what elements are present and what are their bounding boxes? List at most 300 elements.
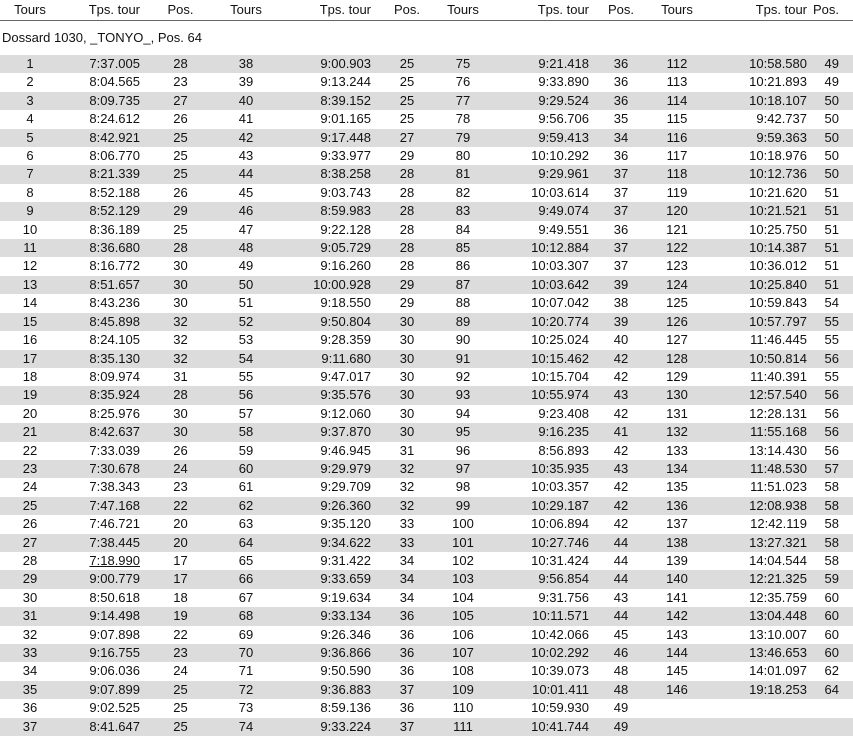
position-cell: 17	[144, 552, 217, 570]
position-cell: 28	[144, 239, 217, 257]
lap-number-cell: 56	[217, 386, 275, 404]
position-cell: 33	[375, 515, 439, 533]
table-row	[0, 589, 853, 607]
position-cell: 44	[593, 570, 649, 588]
table-row	[0, 313, 853, 331]
lap-number-cell: 97	[439, 460, 487, 478]
position-cell: 31	[375, 442, 439, 460]
position-cell: 58	[811, 497, 853, 515]
header-lap-number: Tours	[439, 0, 487, 21]
lap-time-cell: 8:43.236	[60, 294, 144, 312]
header-position: Pos.	[593, 0, 649, 21]
position-cell: 29	[375, 147, 439, 165]
lap-time-cell: 8:42.921	[60, 129, 144, 147]
lap-time-cell: 9:42.737	[705, 110, 811, 128]
lap-time-cell: 8:59.136	[275, 699, 375, 717]
lap-number-cell: 101	[439, 534, 487, 552]
table-row	[0, 478, 853, 496]
table-row	[0, 129, 853, 147]
header-lap-time: Tps. tour	[60, 0, 144, 21]
position-cell: 30	[375, 350, 439, 368]
lap-number-cell: 136	[649, 497, 705, 515]
position-cell: 34	[375, 589, 439, 607]
lap-number-cell: 46	[217, 202, 275, 220]
lap-time-cell: 9:29.961	[487, 165, 593, 183]
lap-time-cell	[705, 718, 811, 736]
table-row	[0, 110, 853, 128]
lap-time-cell: 10:02.292	[487, 644, 593, 662]
lap-number-cell: 30	[0, 589, 60, 607]
table-row	[0, 368, 853, 386]
position-cell: 43	[593, 460, 649, 478]
lap-number-cell: 26	[0, 515, 60, 533]
lap-number-cell: 51	[217, 294, 275, 312]
lap-number-cell: 137	[649, 515, 705, 533]
lap-time-cell: 9:16.755	[60, 644, 144, 662]
position-cell: 56	[811, 405, 853, 423]
table-row	[0, 92, 853, 110]
lap-time-cell: 9:46.945	[275, 442, 375, 460]
position-cell: 39	[593, 313, 649, 331]
position-cell: 24	[144, 662, 217, 680]
position-cell: 27	[144, 92, 217, 110]
lap-number-cell: 130	[649, 386, 705, 404]
lap-time-cell: 10:01.411	[487, 681, 593, 699]
position-cell: 23	[144, 73, 217, 91]
lap-number-cell: 118	[649, 165, 705, 183]
position-cell: 28	[375, 165, 439, 183]
lap-time-cell: 9:07.899	[60, 681, 144, 699]
position-cell: 28	[375, 257, 439, 275]
table-row	[0, 552, 853, 570]
lap-number-cell: 19	[0, 386, 60, 404]
lap-number-cell: 135	[649, 478, 705, 496]
position-cell: 31	[144, 368, 217, 386]
lap-time-cell: 10:21.893	[705, 73, 811, 91]
lap-time-cell: 8:09.974	[60, 368, 144, 386]
lap-time-cell: 9:03.743	[275, 184, 375, 202]
lap-number-cell: 52	[217, 313, 275, 331]
lap-time-cell: 9:26.346	[275, 626, 375, 644]
lap-time-cell: 10:31.424	[487, 552, 593, 570]
lap-time-cell: 10:36.012	[705, 257, 811, 275]
position-cell: 37	[375, 681, 439, 699]
lap-number-cell: 40	[217, 92, 275, 110]
position-cell: 25	[144, 681, 217, 699]
lap-number-cell: 75	[439, 55, 487, 73]
position-cell: 58	[811, 515, 853, 533]
lap-number-cell: 8	[0, 184, 60, 202]
lap-number-cell: 16	[0, 331, 60, 349]
table-row	[0, 607, 853, 625]
position-cell: 64	[811, 681, 853, 699]
lap-time-cell: 10:39.073	[487, 662, 593, 680]
table-row	[0, 294, 853, 312]
position-cell: 28	[375, 239, 439, 257]
position-cell: 51	[811, 202, 853, 220]
position-cell: 58	[811, 478, 853, 496]
lap-number-cell: 47	[217, 221, 275, 239]
lap-number-cell: 125	[649, 294, 705, 312]
lap-number-cell: 28	[0, 552, 60, 570]
lap-number-cell: 89	[439, 313, 487, 331]
lap-number-cell: 17	[0, 350, 60, 368]
lap-time-cell: 10:15.704	[487, 368, 593, 386]
lap-time-cell: 8:35.130	[60, 350, 144, 368]
lap-number-cell: 121	[649, 221, 705, 239]
lap-time-cell: 11:46.445	[705, 331, 811, 349]
lap-time-cell: 9:56.854	[487, 570, 593, 588]
lap-time-cell: 10:29.187	[487, 497, 593, 515]
position-cell: 58	[811, 552, 853, 570]
lap-time-cell: 9:59.413	[487, 129, 593, 147]
lap-number-cell: 131	[649, 405, 705, 423]
position-cell: 37	[593, 165, 649, 183]
position-cell: 30	[375, 386, 439, 404]
lap-number-cell: 88	[439, 294, 487, 312]
lap-time-cell: 8:39.152	[275, 92, 375, 110]
lap-time-cell: 13:10.007	[705, 626, 811, 644]
lap-number-cell: 77	[439, 92, 487, 110]
lap-number-cell: 108	[439, 662, 487, 680]
position-cell: 60	[811, 644, 853, 662]
lap-time-cell: 8:36.189	[60, 221, 144, 239]
lap-number-cell: 114	[649, 92, 705, 110]
lap-number-cell: 14	[0, 294, 60, 312]
lap-time-cell: 8:52.188	[60, 184, 144, 202]
position-cell: 54	[811, 294, 853, 312]
lap-time-cell: 9:12.060	[275, 405, 375, 423]
lap-time-cell: 9:50.804	[275, 313, 375, 331]
lap-time-cell: 10:25.024	[487, 331, 593, 349]
lap-number-cell: 70	[217, 644, 275, 662]
position-cell: 30	[375, 368, 439, 386]
lap-number-cell: 104	[439, 589, 487, 607]
position-cell: 51	[811, 239, 853, 257]
lap-number-cell: 63	[217, 515, 275, 533]
position-cell: 17	[144, 570, 217, 588]
lap-number-cell: 5	[0, 129, 60, 147]
lap-time-cell: 10:03.642	[487, 276, 593, 294]
table-row	[0, 350, 853, 368]
lap-time-cell: 7:30.678	[60, 460, 144, 478]
table-row	[0, 257, 853, 275]
position-cell: 28	[375, 202, 439, 220]
lap-number-cell: 7	[0, 165, 60, 183]
lap-number-cell: 123	[649, 257, 705, 275]
lap-number-cell: 2	[0, 73, 60, 91]
position-cell: 42	[593, 478, 649, 496]
runner-caption: Dossard 1030, _TONYO_, Pos. 64	[0, 21, 853, 56]
position-cell: 32	[375, 478, 439, 496]
lap-time-cell: 10:00.928	[275, 276, 375, 294]
lap-number-cell: 50	[217, 276, 275, 294]
position-cell: 50	[811, 147, 853, 165]
lap-time-cell: 14:04.544	[705, 552, 811, 570]
lap-time-cell: 10:55.974	[487, 386, 593, 404]
lap-time-cell: 9:36.866	[275, 644, 375, 662]
position-cell: 29	[375, 294, 439, 312]
lap-number-cell: 41	[217, 110, 275, 128]
lap-number-cell: 141	[649, 589, 705, 607]
position-cell: 18	[144, 589, 217, 607]
lap-number-cell: 127	[649, 331, 705, 349]
position-cell: 36	[375, 607, 439, 625]
lap-number-cell: 87	[439, 276, 487, 294]
lap-time-cell: 9:01.165	[275, 110, 375, 128]
lap-time-cell: 12:57.540	[705, 386, 811, 404]
lap-time-cell: 9:29.979	[275, 460, 375, 478]
lap-number-cell: 35	[0, 681, 60, 699]
lap-number-cell: 84	[439, 221, 487, 239]
position-cell: 36	[375, 644, 439, 662]
lap-number-cell: 6	[0, 147, 60, 165]
position-cell: 51	[811, 184, 853, 202]
position-cell: 25	[144, 129, 217, 147]
position-cell: 30	[375, 313, 439, 331]
table-row	[0, 718, 853, 736]
lap-time-cell: 10:12.884	[487, 239, 593, 257]
lap-number-cell: 128	[649, 350, 705, 368]
lap-time-cell: 9:14.498	[60, 607, 144, 625]
lap-time-cell: 8:36.680	[60, 239, 144, 257]
position-cell: 38	[593, 294, 649, 312]
lap-time-cell: 8:59.983	[275, 202, 375, 220]
lap-time-cell: 9:56.706	[487, 110, 593, 128]
position-cell: 25	[375, 73, 439, 91]
lap-time-cell: 8:38.258	[275, 165, 375, 183]
lap-number-cell: 18	[0, 368, 60, 386]
lap-time-cell: 9:47.017	[275, 368, 375, 386]
table-row	[0, 442, 853, 460]
lap-time-cell: 9:06.036	[60, 662, 144, 680]
lap-number-cell: 144	[649, 644, 705, 662]
lap-number-cell: 116	[649, 129, 705, 147]
table-row	[0, 239, 853, 257]
position-cell: 50	[811, 165, 853, 183]
lap-number-cell: 23	[0, 460, 60, 478]
lap-time-cell: 8:52.129	[60, 202, 144, 220]
lap-number-cell: 34	[0, 662, 60, 680]
position-cell: 42	[593, 368, 649, 386]
position-cell: 50	[811, 110, 853, 128]
lap-number-cell: 78	[439, 110, 487, 128]
position-cell: 43	[593, 386, 649, 404]
lap-number-cell: 124	[649, 276, 705, 294]
position-cell: 49	[593, 699, 649, 717]
lap-time-cell: 10:18.976	[705, 147, 811, 165]
lap-number-cell: 111	[439, 718, 487, 736]
lap-number-cell: 93	[439, 386, 487, 404]
position-cell: 25	[375, 55, 439, 73]
position-cell: 26	[144, 110, 217, 128]
lap-time-cell: 8:45.898	[60, 313, 144, 331]
lap-number-cell: 79	[439, 129, 487, 147]
lap-time-cell: 9:26.360	[275, 497, 375, 515]
position-cell: 32	[144, 331, 217, 349]
lap-time-cell: 9:18.550	[275, 294, 375, 312]
table-row	[0, 55, 853, 73]
lap-number-cell: 120	[649, 202, 705, 220]
lap-number-cell: 57	[217, 405, 275, 423]
lap-time-cell: 8:21.339	[60, 165, 144, 183]
lap-time-cell: 9:07.898	[60, 626, 144, 644]
position-cell: 25	[144, 221, 217, 239]
lap-number-cell: 98	[439, 478, 487, 496]
position-cell: 32	[144, 350, 217, 368]
lap-time-cell	[705, 699, 811, 717]
lap-number-cell: 126	[649, 313, 705, 331]
lap-time-cell: 13:46.653	[705, 644, 811, 662]
lap-time-cell: 8:35.924	[60, 386, 144, 404]
lap-time-cell: 7:38.343	[60, 478, 144, 496]
lap-time-cell: 9:35.576	[275, 386, 375, 404]
position-cell: 44	[593, 552, 649, 570]
header-position: Pos.	[375, 0, 439, 21]
lap-time-cell: 10:25.750	[705, 221, 811, 239]
lap-number-cell: 36	[0, 699, 60, 717]
position-cell: 32	[375, 497, 439, 515]
lap-time-cell: 11:51.023	[705, 478, 811, 496]
lap-number-cell: 21	[0, 423, 60, 441]
lap-number-cell: 12	[0, 257, 60, 275]
position-cell: 56	[811, 386, 853, 404]
position-cell: 22	[144, 626, 217, 644]
lap-time-cell: 12:42.119	[705, 515, 811, 533]
lap-number-cell: 39	[217, 73, 275, 91]
lap-number-cell: 27	[0, 534, 60, 552]
position-cell: 36	[375, 662, 439, 680]
table-row	[0, 699, 853, 717]
lap-number-cell: 102	[439, 552, 487, 570]
lap-number-cell: 62	[217, 497, 275, 515]
position-cell: 30	[144, 294, 217, 312]
position-cell: 36	[593, 147, 649, 165]
lap-number-cell: 10	[0, 221, 60, 239]
lap-number-cell	[649, 699, 705, 717]
lap-number-cell: 138	[649, 534, 705, 552]
position-cell: 34	[375, 570, 439, 588]
position-cell: 28	[375, 221, 439, 239]
position-cell: 48	[593, 662, 649, 680]
position-cell: 35	[593, 110, 649, 128]
lap-number-cell: 9	[0, 202, 60, 220]
lap-time-cell: 9:33.659	[275, 570, 375, 588]
lap-time-cell: 10:59.930	[487, 699, 593, 717]
lap-time-cell: 8:09.735	[60, 92, 144, 110]
table-row	[0, 423, 853, 441]
lap-number-cell: 53	[217, 331, 275, 349]
lap-time-cell: 11:55.168	[705, 423, 811, 441]
lap-time-cell: 10:58.580	[705, 55, 811, 73]
position-cell: 30	[375, 405, 439, 423]
position-cell: 25	[144, 699, 217, 717]
position-cell: 19	[144, 607, 217, 625]
lap-time-cell: 9:28.359	[275, 331, 375, 349]
position-cell: 48	[593, 681, 649, 699]
position-cell: 36	[593, 221, 649, 239]
lap-number-cell: 91	[439, 350, 487, 368]
table-row	[0, 147, 853, 165]
position-cell: 23	[144, 478, 217, 496]
lap-time-cell: 8:16.772	[60, 257, 144, 275]
lap-time-cell: 9:36.883	[275, 681, 375, 699]
lap-time-cell: 8:25.976	[60, 405, 144, 423]
lap-time-cell: 11:48.530	[705, 460, 811, 478]
lap-number-cell: 109	[439, 681, 487, 699]
lap-time-cell: 12:21.325	[705, 570, 811, 588]
position-cell: 30	[375, 423, 439, 441]
position-cell: 49	[593, 718, 649, 736]
lap-time-cell: 9:59.363	[705, 129, 811, 147]
header-lap-time: Tps. tour	[705, 0, 811, 21]
position-cell: 50	[811, 129, 853, 147]
lap-time-cell: 10:10.292	[487, 147, 593, 165]
position-cell: 25	[144, 718, 217, 736]
position-cell: 57	[811, 460, 853, 478]
position-cell: 30	[144, 423, 217, 441]
lap-number-cell: 45	[217, 184, 275, 202]
position-cell: 60	[811, 626, 853, 644]
position-cell: 42	[593, 497, 649, 515]
position-cell: 26	[144, 184, 217, 202]
lap-number-cell: 25	[0, 497, 60, 515]
position-cell: 39	[593, 276, 649, 294]
position-cell: 51	[811, 257, 853, 275]
lap-number-cell: 32	[0, 626, 60, 644]
lap-time-cell: 9:33.134	[275, 607, 375, 625]
lap-time-cell: 10:41.744	[487, 718, 593, 736]
lap-time-cell: 10:15.462	[487, 350, 593, 368]
lap-time-cell: 9:17.448	[275, 129, 375, 147]
position-cell: 30	[144, 276, 217, 294]
lap-time-cell: 10:06.894	[487, 515, 593, 533]
table-row	[0, 202, 853, 220]
table-row	[0, 515, 853, 533]
lap-number-cell: 94	[439, 405, 487, 423]
lap-number-cell: 65	[217, 552, 275, 570]
lap-number-cell: 107	[439, 644, 487, 662]
table-row	[0, 73, 853, 91]
lap-number-cell: 76	[439, 73, 487, 91]
position-cell: 58	[811, 534, 853, 552]
position-cell: 23	[144, 644, 217, 662]
lap-number-cell: 132	[649, 423, 705, 441]
lap-number-cell: 66	[217, 570, 275, 588]
lap-time-cell: 9:49.074	[487, 202, 593, 220]
lap-time-cell: 9:49.551	[487, 221, 593, 239]
position-cell: 59	[811, 570, 853, 588]
lap-number-cell: 54	[217, 350, 275, 368]
lap-time-cell: 10:25.840	[705, 276, 811, 294]
lap-time-cell: 10:21.620	[705, 184, 811, 202]
lap-number-cell: 22	[0, 442, 60, 460]
position-cell: 25	[375, 92, 439, 110]
position-cell: 43	[593, 589, 649, 607]
lap-time-cell: 7:37.005	[60, 55, 144, 73]
lap-time-cell: 10:03.307	[487, 257, 593, 275]
header-lap-number: Tours	[0, 0, 60, 21]
position-cell: 49	[811, 73, 853, 91]
lap-number-cell: 106	[439, 626, 487, 644]
lap-time-cell: 10:03.357	[487, 478, 593, 496]
position-cell: 55	[811, 331, 853, 349]
lap-time-cell: 10:20.774	[487, 313, 593, 331]
lap-time-cell: 9:33.224	[275, 718, 375, 736]
lap-number-cell	[649, 718, 705, 736]
position-cell: 60	[811, 589, 853, 607]
lap-time-cell: 10:11.571	[487, 607, 593, 625]
